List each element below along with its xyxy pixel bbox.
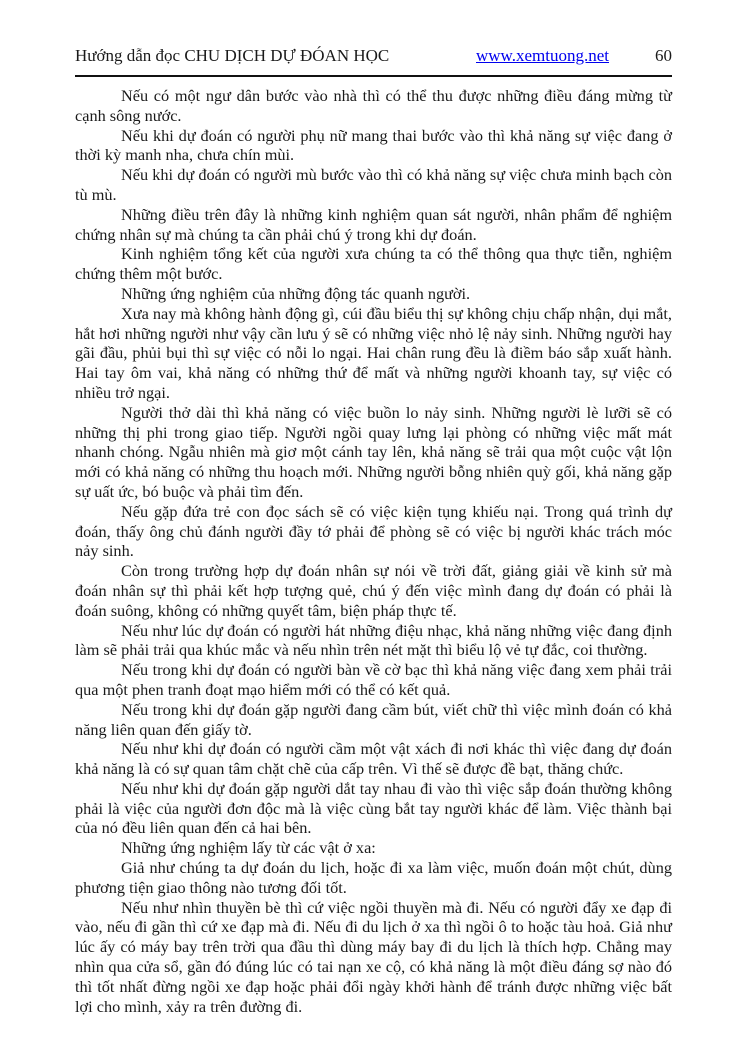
paragraph: Nếu có một ngư dân bước vào nhà thì có thể thu được những điều đáng mừng từ cạnh sông nước. (75, 86, 672, 125)
paragraph: Nếu như khi dự đoán có người cầm một vật xách đi nơi khác thì việc đang dự đoán khả năng là có sự quan tâm chặt chẽ của cấp trên. Vì thế sẽ được đề bạt, thăng chức. (75, 739, 672, 779)
website-link[interactable]: www.xemtuong.net (476, 46, 609, 65)
paragraph: Kinh nghiệm tổng kết của người xưa chúng ta có thể thông qua thực tiễn, nghiệm chứng thêm một bước. (75, 244, 672, 284)
page-number: 60 (655, 46, 672, 65)
document-body (75, 86, 672, 1016)
page-header (75, 46, 672, 66)
paragraph: Nếu khi dự đoán có người phụ nữ mang thai bước vào thì khả năng sự việc đang ở thời kỳ manh nha, chưa chín mùi. (75, 125, 672, 165)
paragraph: Người thở dài thì khả năng có việc buồn lo nảy sinh. Những người lè lưỡi sẽ có những thị phi trong giao tiếp. Người ngồi quay lưng lại phòng có những việc mất mát nhanh chóng. Ngẫu nhiên mà giơ một cánh tay lên, khả năng sẽ trải qua một cuộc vật lộn mới có khả năng có những thu hoạch mới. Những người bỗng nhiên quỳ gối, khả năng gặp sự uất ức, bó buộc và phải tìm đến. (75, 402, 672, 501)
paragraph: Nếu như khi dự đoán gặp người dắt tay nhau đi vào thì việc sắp đoán thường không phải là việc của người đơn độc mà là việc cùng bắt tay người khác để làm. Việc thành bại của nó đều liên quan đến cả hai bên. (75, 778, 672, 838)
paragraph: Nếu gặp đứa trẻ con đọc sách sẽ có việc kiện tụng khiếu nại. Trong quá trình dự đoán, thấy ông chủ đánh người đầy tớ phải để phòng sẽ có việc bị người khác trách móc nảy sinh. (75, 501, 672, 561)
paragraph: Giả như chúng ta dự đoán du lịch, hoặc đi xa làm việc, muốn đoán một chút, dùng phương tiện giao thông nào tương đối tốt. (75, 858, 672, 897)
document-page (75, 46, 672, 1016)
paragraph: Nếu như lúc dự đoán có người hát những điệu nhạc, khả năng những việc đang định làm sẽ phải trải qua khúc mắc và nếu nhìn trên nét mặt thì biểu lộ vẻ tự đắc, coi thường. (75, 620, 672, 660)
paragraph: Còn trong trường hợp dự đoán nhân sự nói về trời đất, giảng giải về kinh sử mà đoán nhân sự thì phải kết hợp tượng quẻ, chú ý đến việc mình đang dự đoán có phải là đoán suông, không có những quyết tâm, biện pháp thực tế. (75, 561, 672, 620)
paragraph: Nếu như nhìn thuyền bè thì cứ việc ngồi thuyền mà đi. Nếu có người đẩy xe đạp đi vào, nếu đi gần thì cứ xe đạp mà đi. Nếu đi du lịch ở xa thì ngồi ô to hoặc tàu hoả. Giả như lúc ấy có máy bay trên trời qua đầu thì dùng máy bay đi du lịch là thích hợp. Chẳng may nhìn qua cửa sổ, gần đó đúng lúc có tai nạn xe cộ, có khả năng là một điều đáng sợ nào đó thì tốt nhất đừng ngồi xe đạp hoặc phải đổi ngày khởi hành để tránh được những việc bất lợi cho mình, xảy ra trên đường đi. (75, 897, 672, 1016)
header-divider (75, 75, 672, 77)
paragraph: Nếu khi dự đoán có người mù bước vào thì có khả năng sự việc chưa minh bạch còn tù mù. (75, 165, 672, 204)
document-title: Hướng dẫn đọc CHU DỊCH DỰ ĐÓAN HỌC (75, 46, 390, 65)
paragraph: Những điều trên đây là những kinh nghiệm quan sát người, nhân phẩm để nghiệm chứng nhân sự mà chúng ta cần phải chú ý trong khi dự đoán. (75, 204, 672, 244)
paragraph: Xưa nay mà không hành động gì, cúi đầu biểu thị sự không chịu chấp nhận, dụi mắt, hắt hơi những người như vậy cần lưu ý sẽ có những việc nhỏ lệ nảy sinh. Những người hay gãi đầu, phủi bụi thì sự việc có nỗi lo ngại. Hai chân rung đều là điềm báo sắp xuất hành. Hai tay ôm vai, khả năng có những thứ để mất và những người khoanh tay, sự việc có nhiều trở ngại. (75, 303, 672, 402)
paragraph: Nếu trong khi dự đoán có người bàn về cờ bạc thì khả năng việc đang xem phải trải qua một phen tranh đoạt mạo hiểm mới có thể có kết quả. (75, 660, 672, 699)
paragraph: Những ứng nghiệm của những động tác quanh người. (121, 283, 471, 303)
paragraph: Những ứng nghiệm lấy từ các vật ở xa: (121, 838, 376, 858)
paragraph: Nếu trong khi dự đoán gặp người đang cầm bút, viết chữ thì việc mình đoán có khả năng liên quan đến giấy tờ. (75, 699, 672, 739)
